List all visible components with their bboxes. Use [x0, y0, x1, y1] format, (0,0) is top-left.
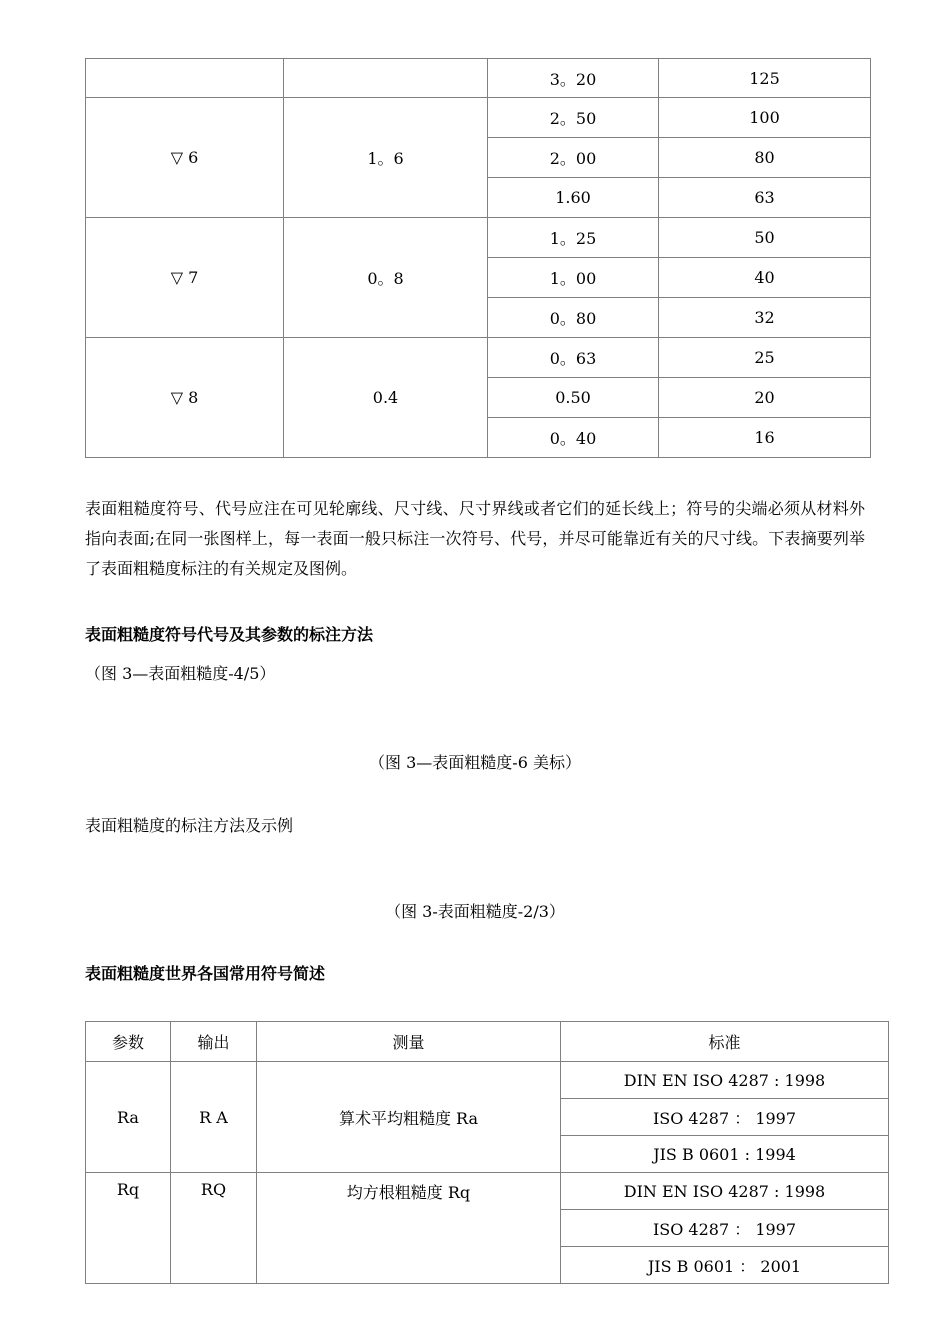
table-cell-standard: JIS B 0601 : 1994 — [561, 1136, 889, 1173]
column-header-measurement: 测量 — [257, 1022, 561, 1062]
table-cell-ra: 2。50 — [488, 98, 659, 138]
table-cell-grade-symbol: ▽ 7 — [86, 218, 284, 338]
table-cell-rz: 20 — [659, 378, 871, 418]
table-cell-output: RQ — [171, 1173, 257, 1284]
table-cell-param: Ra — [86, 1062, 171, 1173]
table-cell-grade-symbol: ▽ 6 — [86, 98, 284, 218]
table-cell-standard: JIS B 0601 ： 2001 — [561, 1247, 889, 1284]
table-cell-ra: 0。80 — [488, 298, 659, 338]
table-cell-rz: 32 — [659, 298, 871, 338]
table-cell-ra: 0。63 — [488, 338, 659, 378]
table-cell-ra: 2。00 — [488, 138, 659, 178]
table-cell-rz: 125 — [659, 59, 871, 98]
table-cell-rz: 40 — [659, 258, 871, 298]
paragraph-roughness-marking-rules: 表面粗糙度符号、代号应注在可见轮廓线、尺寸线、尺寸界线或者它们的延长线上；符号的尖端必须从材料外指向表面;在同一张图样上，每一表面一般只标注一次符号、代号，并尽可能靠近有关的尺寸线。下表摘要列举了表面粗糙度标注的有关规定及图例。 — [85, 499, 865, 578]
column-header-parameter: 参数 — [86, 1022, 171, 1062]
table-cell-standard: ISO 4287 ： 1997 — [561, 1099, 889, 1136]
table-cell-measure: 算术平均粗糙度 Ra — [257, 1062, 561, 1173]
table-cell-grade-value: 0.4 — [284, 338, 488, 458]
table-cell-ra: 0。40 — [488, 418, 659, 458]
table-row — [86, 1173, 889, 1210]
table-cell-grade-symbol: ▽ 8 — [86, 338, 284, 458]
figure-caption-2-3: （图 3-表面粗糙度-2/3） — [385, 902, 565, 921]
table-cell-ra: 1。00 — [488, 258, 659, 298]
section-heading-annotation-method: 表面粗糙度符号代号及其参数的标注方法 — [85, 625, 374, 644]
table-header-row — [86, 1022, 889, 1062]
table-cell-standard: DIN EN ISO 4287 : 1998 — [561, 1173, 889, 1210]
column-header-output: 输出 — [171, 1022, 257, 1062]
table-cell-ra: 1。25 — [488, 218, 659, 258]
table-cell-standard: DIN EN ISO 4287 : 1998 — [561, 1062, 889, 1099]
table-row — [86, 59, 871, 98]
figure-caption-6-us-standard: （图 3—表面粗糙度-6 美标） — [369, 753, 581, 772]
table-row — [86, 1062, 889, 1099]
table-cell-rz: 25 — [659, 338, 871, 378]
section-heading-world-symbols: 表面粗糙度世界各国常用符号简述 — [85, 964, 326, 983]
table-cell-output: R A — [171, 1062, 257, 1173]
figure-caption-4-5: （图 3—表面粗糙度-4/5） — [85, 664, 276, 683]
table-cell-rz: 100 — [659, 98, 871, 138]
text-marking-method-examples: 表面粗糙度的标注方法及示例 — [85, 816, 294, 835]
table-cell-grade-value: 1。6 — [284, 98, 488, 218]
table-cell-rz: 63 — [659, 178, 871, 218]
table-cell-empty — [86, 59, 284, 98]
table-cell-rz: 80 — [659, 138, 871, 178]
table-cell-measure: 均方根粗糙度 Rq — [257, 1173, 561, 1284]
table-cell-rz: 16 — [659, 418, 871, 458]
table-cell-rz: 50 — [659, 218, 871, 258]
column-header-standard: 标准 — [561, 1022, 889, 1062]
table-cell-empty — [284, 59, 488, 98]
table-cell-ra: 3。20 — [488, 59, 659, 98]
table-cell-grade-value: 0。8 — [284, 218, 488, 338]
table-row — [86, 98, 871, 138]
table-row — [86, 218, 871, 258]
table-cell-standard: ISO 4287 ： 1997 — [561, 1210, 889, 1247]
table-row — [86, 338, 871, 378]
roughness-grade-table — [85, 58, 871, 458]
table-cell-ra: 1.60 — [488, 178, 659, 218]
table-cell-ra: 0.50 — [488, 378, 659, 418]
table-cell-param: Rq — [86, 1173, 171, 1284]
symbols-table — [85, 1021, 889, 1284]
